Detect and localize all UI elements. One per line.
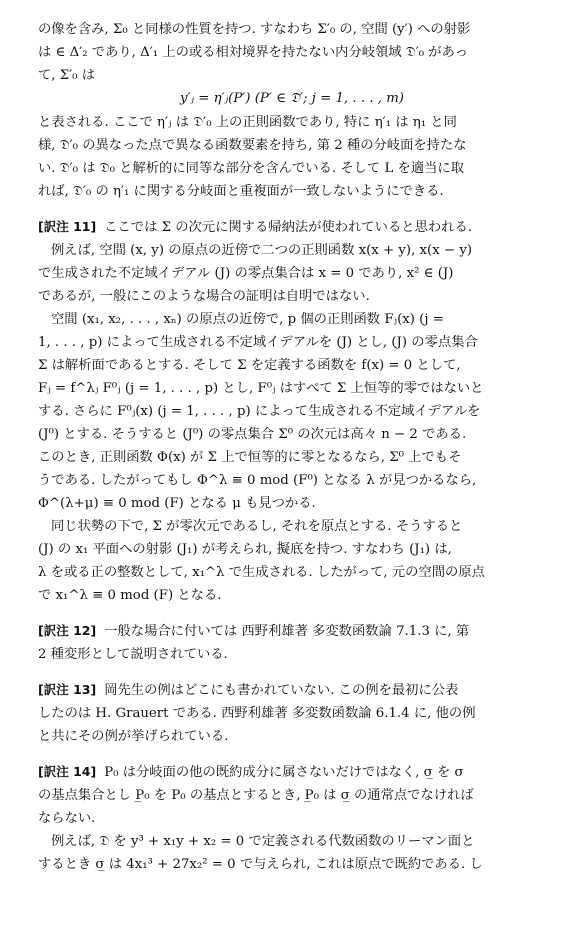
text-line: (J⁰) とする. そうすると (J⁰) の零点集合 Σ⁰ の次元は高々 n − 2 である. <box>38 427 467 442</box>
text-line: れば, 𝔇′₀ の η′₁ に関する分岐面と重複面が一致しないようにできる. <box>38 184 444 199</box>
text-line: い. 𝔇′₀ は 𝔇₀ と解析的に同等な部分を含んでいる. そして L を適当に取 <box>38 161 465 176</box>
text-line: て, Σ′₀ は <box>38 68 96 83</box>
text-line: で x₁^λ ≡ 0 mod (F) となる. <box>38 588 222 603</box>
note-tag: [訳注 11] <box>38 219 97 234</box>
text-line: P₀ は分岐面の他の既約成分に属さないだけではなく, σ̲ を σ <box>104 765 464 780</box>
text-line: と表される. ここで η′ⱼ は 𝔇′₀ 上の正則函数であり, 特に η′₁ は η₁ と同 <box>38 115 457 130</box>
equation: y′ⱼ = η′ⱼ(P′) (P′ ∈ 𝔇′; j = 1, . . . , m) <box>180 91 404 106</box>
text-line: 例えば, 空間 (x, y) の原点の近傍で二つの正則函数 x(x + y), x(x − y) <box>51 243 473 258</box>
note-tag: [訳注 13] <box>38 682 97 697</box>
text-line: 例えば, 𝔇 を y³ + x₁y + x₂ = 0 で定義される代数函数のリーマン面と <box>51 834 475 849</box>
text-line: 岡先生の例はどこにも書かれていない. この例を最初に公表 <box>104 683 459 698</box>
text-line: Φ^(λ+μ) ≡ 0 mod (F) となる μ も見つかる. <box>38 496 316 511</box>
text-line: の像を含み, Σ₀ と同様の性質を持つ. すなわち Σ′₀ の, 空間 (y′) への射影 <box>38 22 471 37</box>
text-line: 様, 𝔇′₀ の異なった点で異なる函数要素を持ち, 第 2 種の分岐面を持たな <box>38 138 467 153</box>
text-line: Σ は解析面であるとする. そして Σ を定義する函数を f(x) = 0 として, <box>38 358 461 373</box>
text-line: 空間 (x₁, x₂, . . . , xₙ) の原点の近傍で, p 個の正則函数 Fⱼ(x) (j = <box>51 312 444 327</box>
text-line: 1, . . . , p) によって生成される不定域イデアルを (J) とし, (J) の零点集合 <box>38 335 478 350</box>
text-line: と共にその例が挙げられている. <box>38 729 229 744</box>
document-page <box>38 18 546 876</box>
translator-note-14 <box>38 760 546 876</box>
text-line: ここでは Σ の次元に関する帰納法が使われていると思われる. <box>104 220 472 235</box>
text-line: このとき, 正則函数 Φ(x) が Σ 上で恒等的に零となるなら, Σ⁰ 上でもそ <box>38 450 462 465</box>
text-line: (J) の x₁ 平面への射影 (J₁) が考えられ, 擬底を持つ. すなわち (J₁) は, <box>38 542 452 557</box>
text-line: するとき σ̲ は 4x₁³ + 27x₂² = 0 で与えられ, これは原点で既約である. し <box>38 857 483 872</box>
text-line: であるが, 一般にこのような場合の証明は自明ではない. <box>38 289 370 304</box>
text-line: Fⱼ = f^λⱼ F⁰ⱼ (j = 1, . . . , p) とし, F⁰ⱼ はすべて Σ 上恒等的零ではないと <box>38 381 484 396</box>
text-line: 同じ状勢の下で, Σ が零次元であるし, それを原点とする. そうすると <box>51 519 463 534</box>
text-line: する. さらに F⁰ⱼ(x) (j = 1, . . . , p) によって生成される不定域イデアルを <box>38 404 481 419</box>
intro-paragraph <box>38 18 546 203</box>
translator-note-11 <box>38 215 546 607</box>
text-line: で生成された不定域イデアル (J) の零点集合は x = 0 であり, x² ∈ (J) <box>38 266 454 281</box>
text-line: の基点集合とし P̲₀ を P₀ の基点とするとき, P̲₀ は σ̲ の通常点でなければ <box>38 788 474 803</box>
text-line: は ∈ Δ′₂ であり, Δ′₁ 上の或る相対境界を持たない内分岐領域 𝔇′₀ があっ <box>38 45 469 60</box>
note-tag: [訳注 12] <box>38 623 97 638</box>
text-line: うである. したがってもし Φ^λ ≡ 0 mod (F⁰) となる λ が見つかるなら, <box>38 473 477 488</box>
text-line: ならない. <box>38 811 96 826</box>
text-line: 2 種変形として説明されている. <box>38 647 228 662</box>
translator-note-12 <box>38 619 546 666</box>
translator-note-13 <box>38 678 546 748</box>
text-line: 一般な場合に付いては 西野利雄著 多変数函数論 7.1.3 に, 第 <box>104 624 470 639</box>
text-line: したのは H. Grauert である. 西野利雄著 多変数函数論 6.1.4 に, 他の例 <box>38 706 476 721</box>
note-tag: [訳注 14] <box>38 764 97 779</box>
text-line: λ を或る正の整数として, x₁^λ で生成される. したがって, 元の空間の原点 <box>38 565 485 580</box>
